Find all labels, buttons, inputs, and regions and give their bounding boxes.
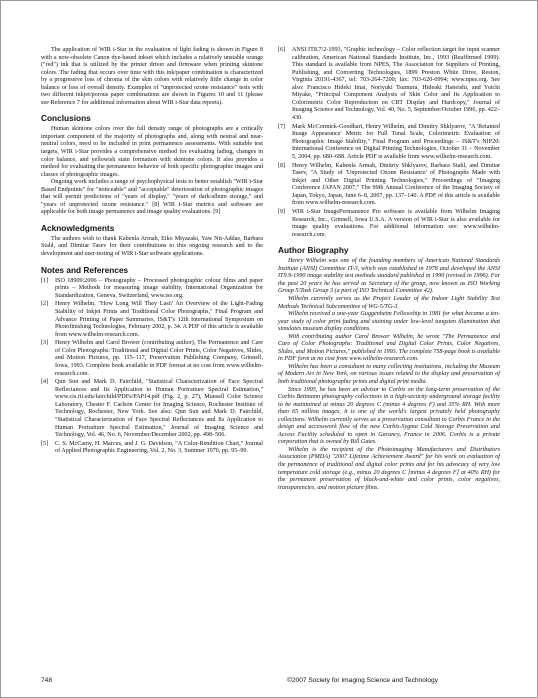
reference-item [41, 379, 263, 439]
biography-paragraph: Wilhelm is the recipient of the Photoimaging Manufacturers and Distributors Association (PMDA) "2007 Lifetime Achievement Award" for his work on evaluation of the permanence of traditional and digital color prints and for his advocacy of very low temperature cold storage (e.g., minus 20 degrees C [minus 4 degrees F] at 40% RH) for the permanent preservation of black-and-white and color prints, color negatives, transparencies, and motion picture films. [278, 446, 500, 491]
reference-text: C. S. McCamy, H. Marcus, and J. G. Davidson, "A Color-Rendition Chart," Journal of Applied Photographic Engineering, Vol. 2, No. 3, Summer 1976, pp. 95–99. [55, 440, 263, 455]
biography-paragraph: Wilhelm received a one-year Guggenheim Fellowship in 1981 for what became a ten-year study of color print fading and staining under low-level tungsten illumination that simulates museum display conditions. [278, 311, 500, 333]
conclusions-paragraph-2: Ongoing work includes a range of psychophysical tests to better establish "WIR i-Star Based Endpoints" for "noticeable" and "acceptable" deterioration of photographic images that will permit predictions of "years of display," "years of dark/album storage," and "years of unprotected ozone resistance." [8] WIR i-Star metrics and software are applicable for both image permanence and image quality evaluations. [9] [41, 179, 263, 216]
reference-item [41, 340, 263, 378]
conclusions-paragraph-1: Human skintone colors over the full density range of photographs are a critically important component of the majority of photographs and, along with neutral and near-neutral colors, need to be included in print permanence assessments. With suitable test targets, WIR i-Star provides a comprehensive method for evaluating fading, changes in color balance, and yellowish stain formation with skintone colors. It also provides a method for evaluating the permanence behavior of both specific photographic images and classes of photographic images. [41, 126, 263, 178]
biography-paragraph: Wilhelm has been a consultant to many collecting institutions, including the Museum of Modern Art in New York, on various issues related to the display and preservation of both traditional photographic prints and digital print media. [278, 363, 500, 385]
biography-paragraph: Henry Wilhelm was one of the founding members of American National Standards Institute (ANSI) Committee IT-3, which was established in 1978 and developed the ANSI IT9.9-1990 image stability test methods standard published in 1990 (revised in 1996). For the past 20 years he has served as Secretary of the group, now known as ISO Working Group 5/Task Group 3 (a part of ISO Technical Committee 42). [278, 258, 500, 295]
author-biography [278, 258, 500, 492]
reference-item [278, 163, 500, 208]
reference-number: [9] [278, 209, 286, 216]
reference-text: Qun Sun and Mark D. Fairchild, "Statistical Characterization of Face Spectral Reflectances and Its Application to Human Portraiture Spectral Estimation," www.cis.rit.edu/fairchild/PDFs/PAP14.pdf (Fig. 2, p. 27), Munsell Color Science Laboratory, Chester F. Carlson Center for Imaging Science, Rochester Institute of Technology, Rochester, New York. See also: Qun Sun and Mark D. Fairchild, "Statistical Characterization of Face Spectral Reflectances and Its Application to Human Portraiture Spectral Estimation," Journal of Imaging Science and Technology, Vol. 46, No. 6, November/December 2002, pp. 498–506. [55, 379, 263, 439]
reference-number: [8] [278, 162, 286, 169]
page-number: 748 [41, 677, 53, 684]
reference-number: [3] [41, 340, 49, 347]
acknowledgments-paragraph: The authors wish to thank Kabenla Armah, Eiko Miyazaki, Yaw Nti-Addae, Barbara Stahl, and Dimitar Tasev for their contributions to this ongoing research and to the development and user-testing of WIR i-Star software applications. [41, 235, 263, 258]
left-column [41, 47, 263, 457]
reference-text: WIR i-Star ImagePermanence Pro software is available from Wilhelm Imaging Research, Inc., Grinnell, Iowa U.S.A. A version of WIR i-Star is also available for image quality evaluations. For additional information see: www.wilhelm-research.com. [292, 209, 500, 238]
conclusions-heading: Conclusions [41, 113, 91, 124]
reference-item [278, 209, 500, 239]
intro-paragraph: The application of WIR i-Star in the evaluation of light fading is shown in Figure 8 with a now-obsolete Canon dye-based inkset which includes a relatively unstable orange ("red") ink that is utilized by the printer driver and firmware when printing skintone colors. The fading that occurs over time with this ink/paper combination is characterized by a progressive loss of chroma of the skin colors with relatively little change in color balance or loss of overall density. Examples of "unprotected ozone resistance" tests with two different inkjet/porous paper combinations are shown in Figures 10 and 11 (please see Reference 7 for additional information about WIR i-Star data reports). [41, 47, 263, 106]
acknowledgments-heading: Acknowledgments [41, 222, 115, 233]
reference-number: [7] [278, 123, 286, 130]
reference-number: [6] [278, 47, 286, 53]
reference-item [41, 301, 263, 339]
reference-list-right [278, 47, 500, 239]
reference-list-left [41, 278, 263, 456]
reference-text: ISO 18909:2006 – Photography – Processed photographic colour films and paper prints – Methods for measuring image stability, International Organization for Standardization, Geneva, Switzerland, www.iso.org. [55, 277, 263, 299]
reference-text: Henry Wilhelm, Kabenla Armah, Dmitriy Shklyarov, Barbara Stahl, and Dimitar Tasev, "A Study of 'Unprotected Ozone Resistance' of Photographs Made with Inkjet and Other Digital Printing Technologies," Proceedings of "Imaging Conference JAPAN 2007," The 99th Annual Conference of the Imaging Society of Japan, Tokyo, Japan, June 6–8, 2007, pp. 137–140. A PDF of this article is available from www.wilhelm-research.com. [292, 162, 500, 207]
reference-number: [4] [41, 379, 49, 386]
reference-number: [5] [41, 440, 49, 447]
reference-text: Henry Wilhelm, "How Long Will They Last? An Overview of the Light-Fading Stability of Inkjet Prints and Traditional Color Photographs," Final Program and Advance Printing of Paper Summaries, IS&T's 12th International Symposium on Photofinishing Technologies, February 2002, p. 34. A PDF of this article is available from www.wilhelm-research.com. [55, 301, 263, 338]
reference-text: Henry Wilhelm and Carol Brower (contributing author), The Permanence and Care of Color Photographs: Traditional and Digital Color Prints, Color Negatives, Slides, and Motion Pictures, pp. 115–117, Preservation Publishing Company, Grinnell, Iowa, 1993. Complete book available in PDF format at no cost from www.wilhelm-research.com. [55, 340, 263, 377]
copyright-notice: ©2007 Society for Imaging Science and Technology [287, 677, 438, 684]
reference-item [278, 47, 500, 122]
biography-paragraph: Wilhelm currently serves as the Project Leader of the Indoor Light Stability Test Methods Technical Subcommittee of WG-5/TG-3. [278, 295, 500, 310]
reference-text: ANSI IT8.7/2-1993, "Graphic technology – Color reflection target for input scanner calibration, American National Standards Institute, Inc., 1993 (Reaffirmed 1999). This standard is available from NPES, The Association for Suppliers of Printing, Publishing, and Converting Technologies, 1899 Preston White Drive, Reston, Virginia 20191-4367, tel: 703-264-7200; fax: 703-620-0994; www.npes.org. See also: Francisco Hideki Imai, Noriyuki Tsumura, Hideaki Haneishi, and Yoichi Miyake, "Principal Component Analysis of Skin Color and Its Application to Colorimetric Color Reproduction on CRT Display and Hardcopy," Journal of Imaging Science and Technology, Vol. 40, No. 5, September/October 1996, pp. 422–430. [292, 47, 500, 121]
reference-item [278, 124, 500, 162]
reference-item [41, 278, 263, 301]
biography-paragraph: With contributing author Carol Brower Wilhelm, he wrote "The Permanence and Care of Color Photographs: Traditional and Digital Color Prints, Color Negatives, Slides, and Motion Pictures," published in 1993. The complete 758-page book is available in PDF form at no cost from www.wilhelm-research.com. [278, 333, 500, 363]
reference-item [41, 441, 263, 456]
reference-text: Mark McCormick-Goodhart, Henry Wilhelm, and Dimitry Shklyarov, "A 'Retained Image Appearance' Metric for Full Tonal Scale, Colorimetric Evaluation of Photographic Image Stability," Final Program and Proceedings – IS&T's NIP20: International Conference on Digital Printing Technologies, October 31 – November 5, 2004, pp. 680–688. Article PDF is available from www.wilhelm-research.com. [292, 123, 500, 160]
notes-references-heading: Notes and References [41, 264, 129, 275]
reference-number: [1] [41, 277, 49, 284]
right-column [278, 47, 500, 492]
author-biography-heading: Author Biography [278, 245, 349, 256]
reference-number: [2] [41, 301, 49, 308]
biography-paragraph: Since 1995, he has been an advisor to Corbis on the long-term preservation of the Corbis Bettmann photography collections in a high-security underground storage facility to be maintained at minus 20 degrees C (minus 4 degrees F) and 35% RH. With more than 65 million images, it is one of the world's largest privately held photography collections. Wilhelm currently serves as a preservation consultant to Corbis France in the design and accesswork flow of the new Corbis-Sygma Cold Storage Preservation and Access Facility scheduled to open in Garancy, France in 2006. Corbis is a private corporation that is owned by Bill Gates. [278, 386, 500, 446]
